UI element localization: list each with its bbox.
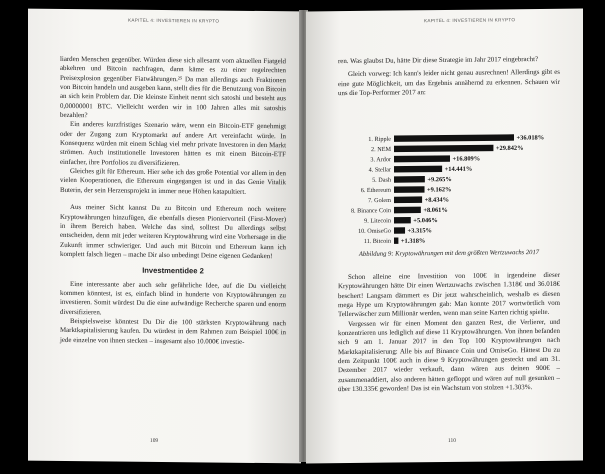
category-label: 3. Ardor	[370, 156, 391, 164]
bar	[394, 155, 450, 162]
paragraph: Ein anderes kurzfristiges Szenario wäre, wenn ein Bitcoin-ETF genehmigt oder der Zugang zum Kryptomarkt auf andere Art vereinfacht würde. In Konsequenz würden mit einem Schlag viel mehr private Investoren in den Markt strömen. Auch institutionelle Investoren hätten es mit einem Bitcoin-ETF einfacher, ihre Portfolios zu diversifizieren.	[60, 121, 286, 167]
category-label: 11. Bitcoin	[363, 237, 391, 246]
bar	[394, 186, 425, 193]
paragraph: Beispielsweise könntest Du Dir die 100 stärksten Kryptowährung nach Marktkapitalisierung kaufen. Du würdest in dem Rahmen zum Beispiel 100€ in jede einzelne von ihnen stecken – insgesamt also 10.000€ investie-	[60, 317, 286, 346]
category-label: 9. Litecoin	[364, 217, 391, 225]
value-label: +9.162%	[427, 186, 452, 194]
running-head: KAPITEL 4: INVESTIEREN IN KRYPTO	[128, 17, 220, 24]
right-body-text-2	[338, 271, 560, 395]
bar	[394, 176, 425, 183]
bar	[394, 207, 421, 214]
section-heading: Investmentidee 2	[142, 265, 204, 276]
right-page	[306, 9, 583, 464]
bar	[394, 237, 398, 243]
page-number: 109	[150, 437, 159, 444]
bar	[394, 227, 405, 234]
value-label: +36.018%	[516, 134, 545, 142]
bar	[394, 166, 442, 173]
paragraph: Gleiches gilt für Ethereum. Hier sehe ich das große Potential vor allem in den vielen Kooperationen, die Ethereum eingegangen ist und in das Genie Vitalik Buterin, der sein Herzensprojekt in immer neue Höhen katapultiert.	[60, 168, 286, 196]
value-label: +1.318%	[400, 237, 426, 245]
bar	[394, 134, 514, 142]
paragraph: Gleich vorweg: Ich kann's leider nicht genau ausrechnen! Allerdings gibt es eine gute Möglichkeit, um das Ergebnis annähernd zu erkennen. Schauen wir uns die Top-Performer 2017 an:	[338, 69, 560, 98]
category-label: 7. Golem	[367, 196, 391, 205]
paragraph: Schon alleine eine Investition von 100€ in irgendeine dieser Kryptowährungen hätte Dir einen Wertzuwachs zwischen 1.318€ und 36.018€ beschert! Langsam dämmert es Dir jetzt wahrscheinlich, weshalb es diesen mega Hype um Kryptowährungen gab: Man konnte 2017 wortwörtlich vom Tellerwäscher zum Millionär werden, wenn man seine Karten richtig spielte.	[338, 271, 560, 319]
paragraph: Eine interessante aber auch sehr gefährliche Idee, auf die Du vielleicht kommen könntest, ist es, einfach blind in hunderte von Kryptowährungen zu investieren. Somit würdest Du die eine aufwändige Recherche sparen und enorm diversifizieren.	[60, 280, 286, 316]
value-label: +14.441%	[444, 165, 473, 173]
open-book	[28, 10, 583, 462]
bar-chart	[336, 129, 566, 249]
value-label: +8.061%	[423, 206, 448, 215]
bar	[394, 217, 411, 224]
value-label: +3.315%	[407, 227, 432, 235]
category-label: 8. Binance Coin	[350, 207, 391, 215]
value-label: +16.809%	[452, 155, 481, 163]
paragraph: ren. Was glaubst Du, hätte Dir diese Strategie im Jahr 2017 eingebracht?	[338, 56, 539, 66]
figure-caption: Abbildung 9: Kryptowährungen mit dem größten Wertzuwachs 2017	[358, 249, 540, 258]
bar	[394, 145, 493, 152]
value-label: +8.434%	[424, 196, 450, 204]
bar	[394, 196, 422, 203]
paragraph: Aus meiner Sicht kannst Du zu Bitcoin und Ethereum noch weitere Kryptowährungen hinzufügen, die ebenfalls diesen Pioniervorteil (First-Mover) in ihrem Bereich haben. Welche das sind, solltest Du allerdings selbst entscheiden, denn mit jeder weiteren Kryptowährung wird eine Vorhersage in die Zukunft immer schwieriger. Und auch mit Bitcoin und Ethereum kann ich komplett falsch liegen – mache Dir also unbedingt Deine eigenen Gedanken!	[60, 204, 286, 261]
running-head: KAPITEL 4: INVESTIEREN IN KRYPTO	[424, 17, 516, 24]
left-page	[28, 9, 301, 464]
category-label: 1. Ripple	[368, 135, 391, 143]
category-label: 6. Ethereum	[360, 186, 391, 195]
value-label: +5.046%	[413, 217, 438, 225]
category-label: 5. Dash	[372, 176, 391, 184]
category-label: 2. NEM	[371, 145, 391, 154]
value-label: +9.265%	[427, 176, 452, 184]
top-performers-chart	[336, 129, 566, 269]
value-label: +29.842%	[495, 144, 524, 153]
paragraph: liarden Menschen gegenüber. Würden diese sich allesamt vom aktuellen Fiatgeld abkehren und Bitcoin nachfragen, dann käme es zu einer regelrechten Preisexplosion gegenüber Fiatwährungen.²⁵ Da man allerdings auch Fraktionen von Bitcoin handeln und ausgeben kann, stellt dies für die Benutzung von Bitcoin an sich kein Problem dar. Die kleinste Einheit nennt sich satoshi und besteht aus 0,00000001 BTC. Vielleicht werden wir in 100 Jahren alles mit satoshis bezahlen?	[60, 55, 286, 120]
left-body-text	[60, 55, 286, 347]
right-body-text	[338, 55, 560, 99]
category-label: 4. Stellar	[368, 166, 391, 174]
page-number: 110	[448, 437, 456, 444]
category-label: 10. OmiseGo	[358, 227, 391, 235]
paragraph: Vergessen wir für einen Moment den ganzen Rest, die Verlierer, und konzentrieren uns lediglich auf diese 11 Kryptowährungen. Von ihnen befanden sich 9 am 1. Januar 2017 in den Top 100 Kryptowährungen nach Marktkapitalisierung: Alle bis auf Binance Coin und OmiseGo. Hättest Du zu dem Zeitpunkt 100€ auch in diese 9 Kryptowährungen gesteckt und am 31. Dezember 2017 wieder verkauft, dann wären aus deinen 900€ – zusammenaddiert, also anderen hätten gefloppt und wären auf null gesunken – über 130.335€ geworden! Das ist ein Wachstum von stolzen +1.303%.	[338, 318, 560, 394]
